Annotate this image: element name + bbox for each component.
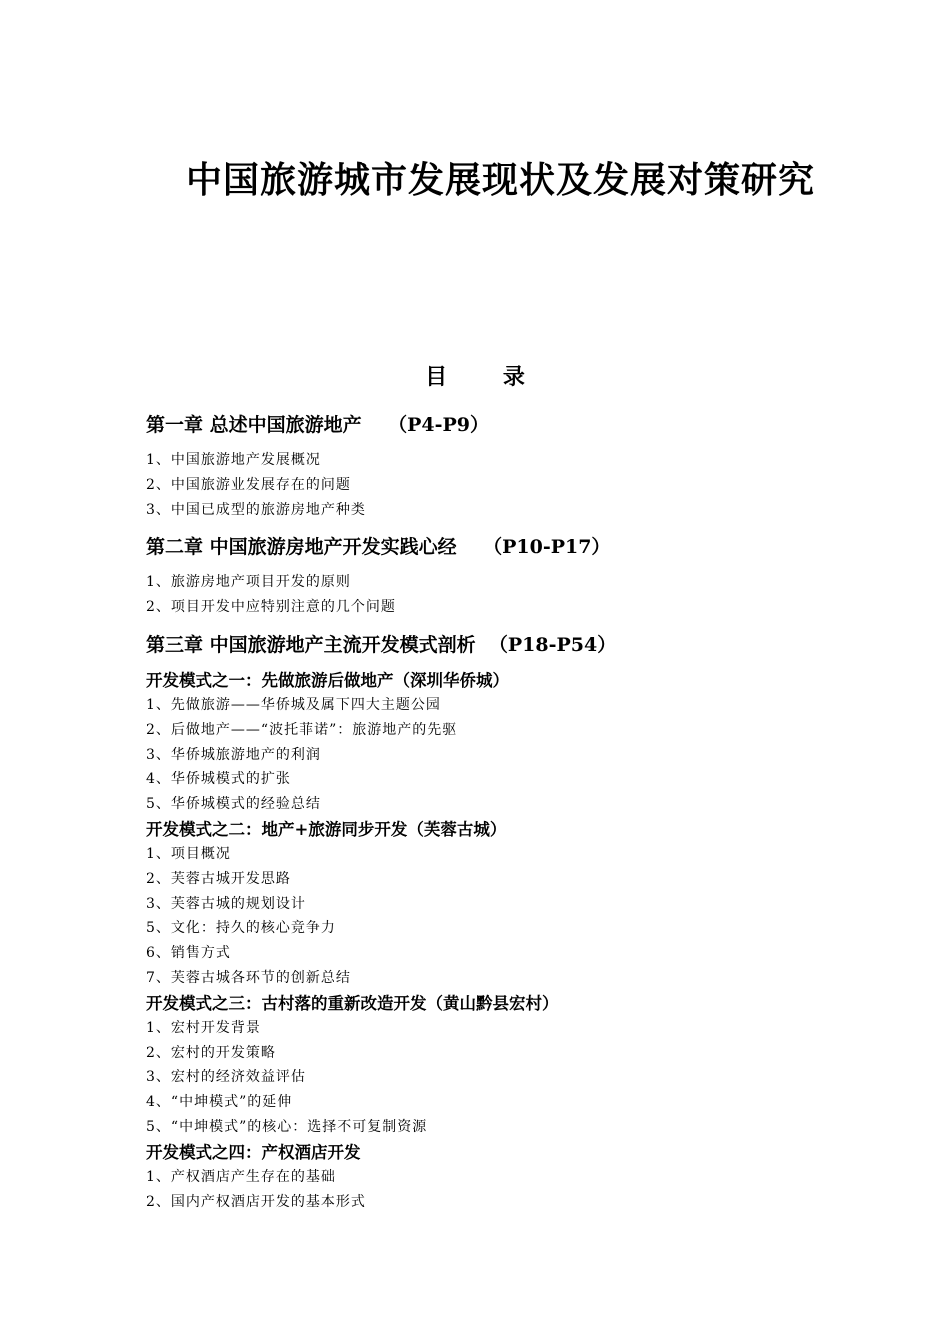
toc-item: 3、宏村的经济效益评估: [146, 1069, 306, 1086]
table-of-contents: [146, 410, 846, 1214]
toc-item: 1、宏村开发背景: [146, 1019, 261, 1036]
toc-item: 3、华侨城旅游地产的利润: [146, 746, 321, 763]
toc-item: 2、芙蓉古城开发思路: [146, 870, 291, 887]
toc-item: 3、中国已成型的旅游房地产种类: [146, 501, 366, 518]
toc-item: 3、芙蓉古城的规划设计: [146, 895, 306, 912]
mode-3-title: 开发模式之三：古村落的重新改造开发（黄山黔县宏村）: [146, 993, 559, 1013]
toc-item: 2、国内产权酒店开发的基本形式: [146, 1193, 366, 1210]
toc-item: 5、文化：持久的核心竞争力: [146, 920, 336, 937]
toc-item: 2、宏村的开发策略: [146, 1044, 276, 1061]
toc-item: 4、“中坤模式”的延伸: [146, 1094, 293, 1111]
toc-item: 1、中国旅游地产发展概况: [146, 452, 321, 468]
toc-item: 2、后做地产——“波托菲诺”：旅游地产的先驱: [146, 721, 458, 738]
mode-2-title: 开发模式之二：地产+旅游同步开发（芙蓉古城）: [146, 819, 507, 839]
chapter-3-label: 第三章 中国旅游地产主流开发模式剖析: [146, 633, 476, 656]
chapter-2-heading: [146, 532, 846, 562]
toc-item: 5、“中坤模式”的核心：选择不可复制资源: [146, 1118, 428, 1135]
document-title: 中国旅游城市发展现状及发展对策研究: [186, 159, 816, 201]
toc-item: 6、销售方式: [146, 945, 231, 962]
mode-1-title: 开发模式之一：先做旅游后做地产（深圳华侨城）: [146, 670, 509, 690]
toc-item: 1、先做旅游——华侨城及属下四大主题公园: [146, 696, 441, 713]
mode-4-title: 开发模式之四：产权酒店开发: [146, 1142, 361, 1162]
chapter-3-page-range: （P18-P54）: [488, 633, 617, 656]
chapter-1-label: 第一章 总述中国旅游地产: [146, 414, 362, 436]
toc-item: 5、华侨城模式的经验总结: [146, 796, 321, 813]
chapter-3-heading: [146, 630, 846, 660]
toc-heading: 目 录: [425, 364, 549, 390]
chapter-2-label: 第二章 中国旅游房地产开发实践心经: [146, 536, 457, 559]
toc-item: 1、产权酒店产生存在的基础: [146, 1168, 336, 1185]
toc-item: 4、华侨城模式的扩张: [146, 771, 291, 788]
toc-item: 7、芙蓉古城各环节的创新总结: [146, 969, 351, 986]
toc-item: 2、中国旅游业发展存在的问题: [146, 476, 351, 493]
toc-item: 1、项目概况: [146, 845, 231, 862]
chapter-1-heading: [146, 410, 846, 440]
toc-item: 1、旅游房地产项目开发的原则: [146, 574, 351, 591]
chapter-2-page-range: （P10-P17）: [483, 536, 611, 559]
toc-item: 2、项目开发中应特别注意的几个问题: [146, 599, 396, 616]
chapter-1-page-range: （P4-P9）: [388, 414, 489, 436]
